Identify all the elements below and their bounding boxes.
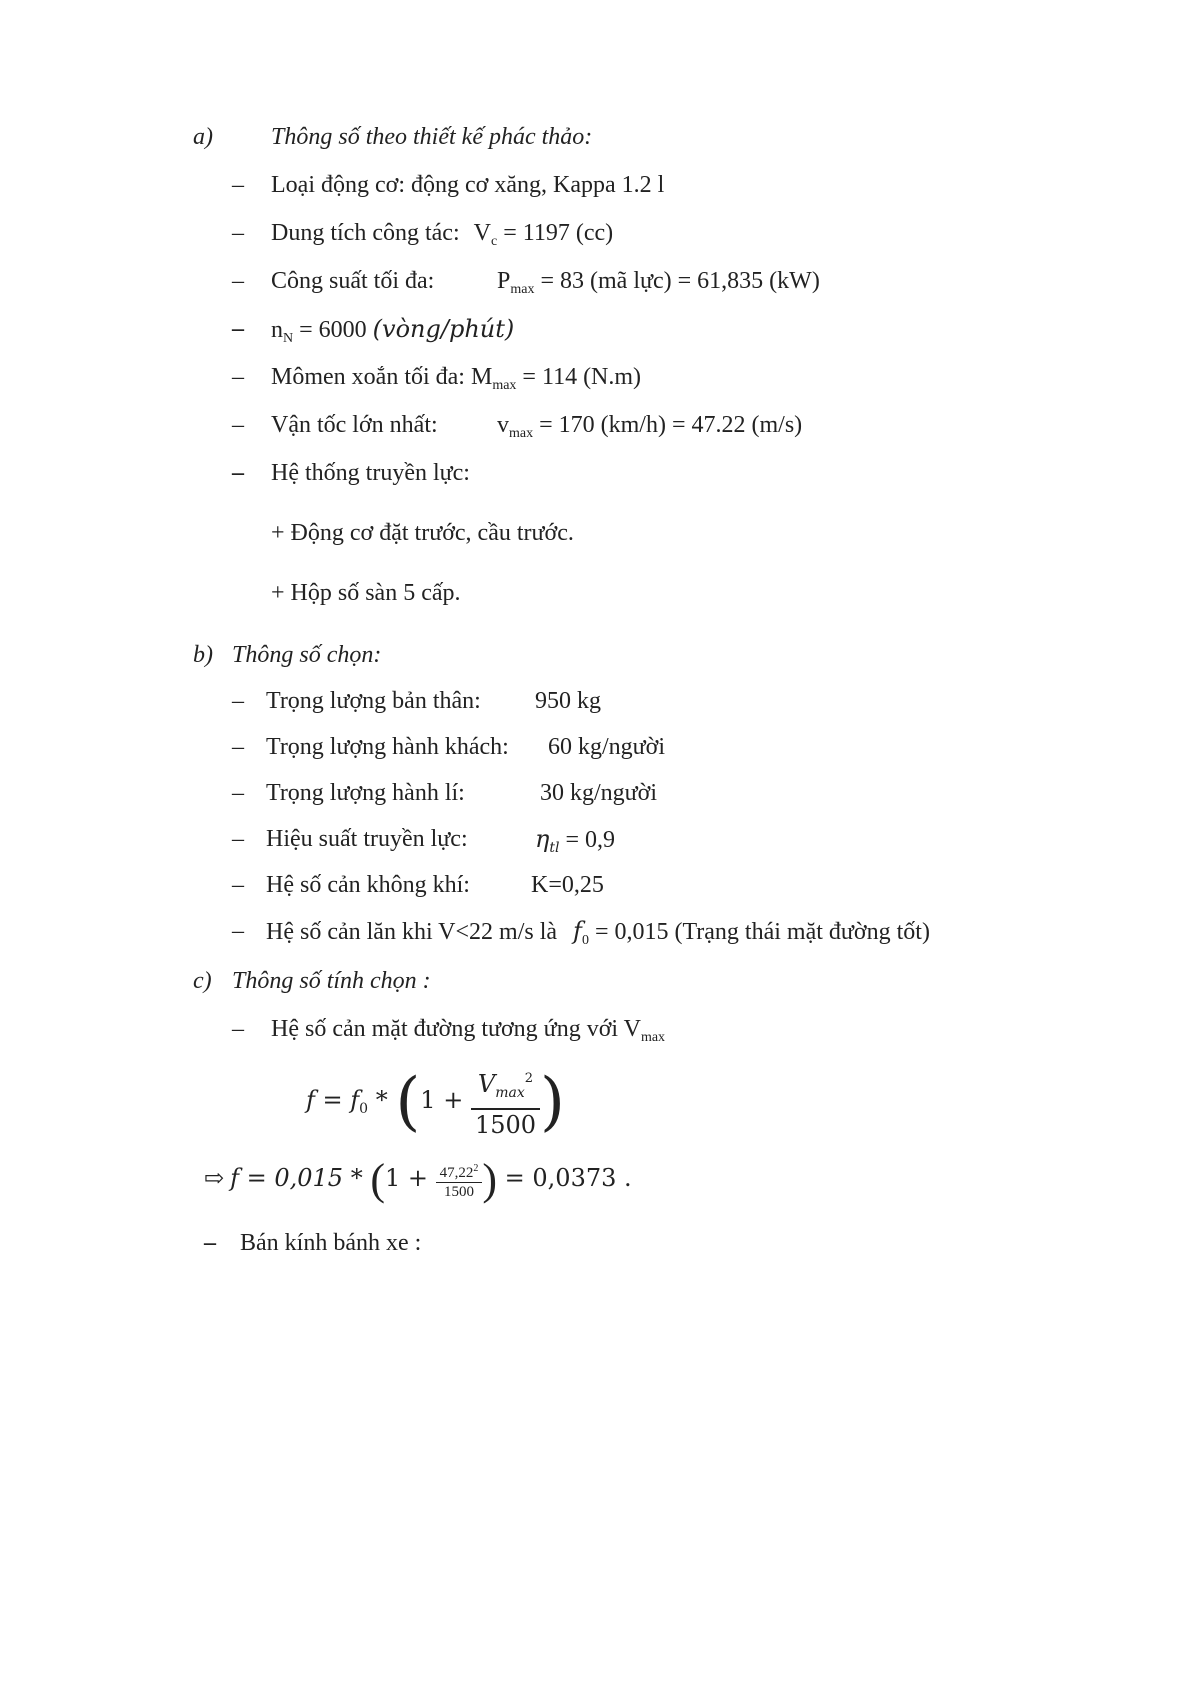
speed-row	[271, 314, 514, 354]
calc-right-paren: )	[482, 1155, 498, 1205]
bullet-dash: –	[232, 780, 244, 806]
road-formula	[306, 1060, 565, 1140]
speed-var: n	[271, 317, 283, 343]
efficiency-var: η	[535, 825, 550, 853]
transmission-label: Hệ thống truyền lực:	[271, 460, 470, 486]
bullet-dash: –	[232, 364, 244, 390]
formula-lhs-sub: 0	[359, 1101, 369, 1117]
speed-value: = 6000	[299, 317, 373, 343]
engine-type: Loại động cơ: động cơ xăng, Kappa 1.2 l	[271, 172, 665, 198]
torque-label: Mômen xoắn tối đa: M	[271, 364, 493, 390]
rolling-sub: 0	[581, 933, 589, 948]
bullet-dash: –	[232, 734, 244, 760]
displacement-label: Dung tích công tác:	[271, 220, 460, 246]
torque-sub: max	[492, 378, 517, 393]
displacement-value: = 1197 (cc)	[503, 220, 614, 246]
calc-den: 1500	[444, 1183, 474, 1200]
bullet-dash: –	[232, 872, 244, 898]
efficiency-value: = 0,9	[559, 827, 616, 853]
power-sub: max	[510, 282, 535, 297]
formula-num-var: V	[477, 1069, 496, 1098]
formula-lhs: f = f	[306, 1086, 360, 1114]
formula-fraction	[471, 1064, 540, 1140]
bullet-dash: –	[232, 826, 244, 852]
rolling-value: = 0,015 (Trạng thái mặt đường tốt)	[588, 919, 930, 945]
bullet-dash: –	[232, 918, 244, 944]
road-sub: max	[640, 1030, 666, 1045]
formula-num-sub: max	[495, 1084, 525, 1101]
formula-op: *	[368, 1086, 396, 1114]
torque-value: = 114 (N.m)	[522, 364, 642, 390]
displacement-row	[271, 218, 613, 257]
speed-sub: N	[283, 331, 294, 346]
air-label: Hệ số cản không khí:	[266, 872, 470, 898]
formula-one-plus: 1 +	[420, 1086, 471, 1114]
bullet-dash: –	[232, 220, 244, 246]
rolling-label: Hệ số cản lăn khi V<22 m/s là	[266, 919, 558, 945]
bullet-dash: –	[232, 412, 244, 438]
formula-num-sup: 2	[524, 1070, 534, 1086]
bullet-dash: –	[232, 688, 244, 714]
efficiency-sub: tl	[549, 840, 560, 856]
velocity-sub: max	[509, 426, 534, 441]
right-paren: )	[540, 1064, 565, 1139]
road-row	[271, 1014, 665, 1053]
calc-row	[204, 1150, 632, 1206]
power-label: Công suất tối đa:	[271, 268, 435, 294]
bullet-dash: –	[232, 268, 244, 294]
passenger-label: Trọng lượng hành khách:	[266, 734, 509, 760]
self-weight-value: 950 kg	[535, 688, 601, 714]
right-arrow-icon: ⇨	[204, 1166, 225, 1192]
calc-num-sup: 2	[473, 1162, 479, 1174]
section-c-title: Thông số tính chọn :	[232, 968, 431, 994]
passenger-value: 60 kg/người	[548, 734, 666, 760]
calc-lhs: f = 0,015 *	[230, 1164, 371, 1192]
displacement-var: V	[473, 220, 491, 246]
power-var: P	[497, 268, 511, 294]
formula-den: 1500	[474, 1110, 537, 1139]
section-a-label: a)	[193, 124, 213, 150]
section-b-label: b)	[193, 642, 213, 668]
power-row	[497, 266, 820, 305]
calc-result: = 0,0373 .	[497, 1164, 632, 1192]
calc-fraction	[436, 1160, 483, 1201]
section-a-title: Thông số theo thiết kế phác thảo:	[271, 124, 593, 150]
calc-one-plus: 1 +	[384, 1164, 436, 1192]
bullet-dash: –	[232, 460, 244, 486]
calc-left-paren: (	[370, 1155, 385, 1205]
air-value: K=0,25	[531, 872, 604, 898]
luggage-label: Trọng lượng hành lí:	[266, 780, 465, 806]
road-label: Hệ số cản mặt đường tương ứng với V	[271, 1016, 641, 1042]
transmission-item-1: + Động cơ đặt trước, cầu trước.	[271, 520, 574, 546]
section-b-title: Thông số chọn:	[232, 642, 382, 668]
torque-row	[271, 362, 641, 401]
luggage-value: 30 kg/người	[540, 780, 658, 806]
bullet-dash: –	[204, 1230, 216, 1256]
displacement-sub: c	[490, 234, 498, 249]
velocity-var: v	[497, 412, 509, 438]
velocity-row	[497, 410, 802, 449]
power-value: = 83 (mã lực) = 61,835 (kW)	[540, 268, 820, 294]
bullet-dash: –	[232, 316, 244, 342]
self-weight-label: Trọng lượng bản thân:	[266, 688, 481, 714]
velocity-label: Vận tốc lớn nhất:	[271, 412, 438, 438]
bullet-dash: –	[232, 172, 244, 198]
transmission-item-2: + Hộp số sàn 5 cấp.	[271, 580, 461, 606]
rolling-var: f	[573, 917, 582, 945]
velocity-value: = 170 (km/h) = 47.22 (m/s)	[539, 412, 803, 438]
efficiency-row	[535, 824, 615, 863]
bullet-dash: –	[232, 1016, 244, 1042]
efficiency-label: Hiệu suất truyền lực:	[266, 826, 468, 852]
calc-num: 47,22	[439, 1164, 474, 1181]
left-paren: (	[395, 1064, 421, 1139]
section-c-label: c)	[193, 968, 212, 994]
rolling-row	[266, 916, 930, 956]
speed-unit: (vòng/phút)	[372, 315, 515, 343]
wheel-label: Bán kính bánh xe :	[240, 1230, 422, 1256]
